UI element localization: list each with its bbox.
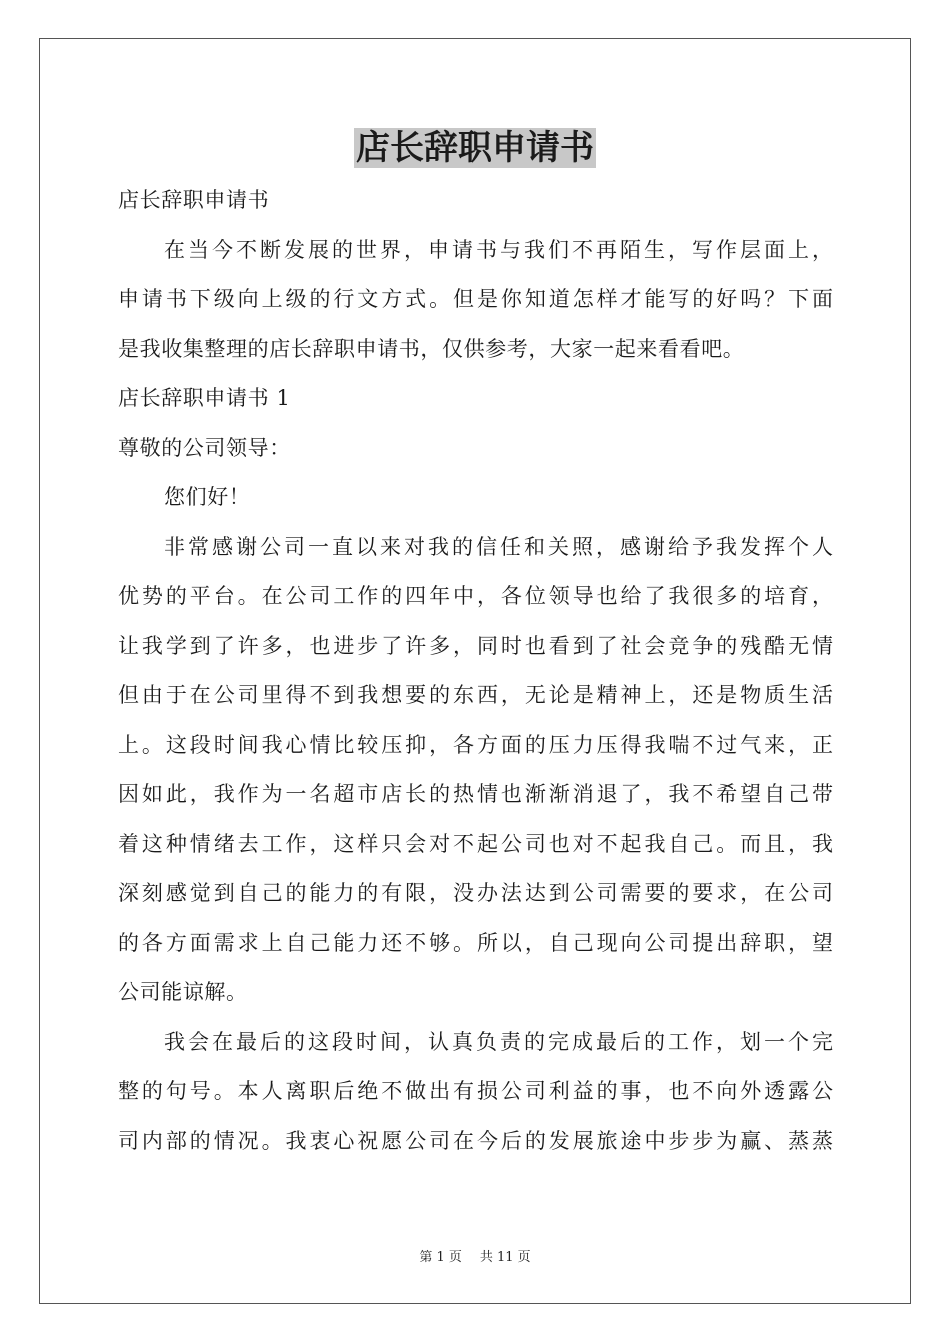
text-line: 的各方面需求上自己能力还不够。所以，自己现向公司提出辞职，望 (118, 930, 833, 955)
text-line: 尊敬的公司领导： (118, 435, 291, 460)
page-footer (0, 1246, 950, 1265)
text-line: 优势的平台。在公司工作的四年中，各位领导也给了我很多的培育， (118, 584, 833, 608)
text-line: 深刻感觉到自己的能力的有限，没办法达到公司需要的要求，在公司 (118, 881, 833, 905)
text-line: 店长辞职申请书 (118, 188, 270, 212)
text-line: 因如此，我作为一名超市店长的热情也渐渐消退了，我不希望自己带 (118, 782, 833, 806)
document-body (118, 176, 833, 1166)
document-title-text: 店长辞职申请书 (356, 128, 594, 168)
page-number: 第 1 页 (419, 1250, 462, 1265)
text-line: 是我收集整理的店长辞职申请书，仅供参考，大家一起来看看吧。 (118, 336, 745, 361)
text-line: 公司能谅解。 (118, 980, 248, 1004)
text-line: 您们好！ (164, 485, 251, 509)
page-total: 共 11 页 (479, 1250, 531, 1265)
text-line: 司内部的情况。我衷心祝愿公司在今后的发展旅途中步步为赢、蒸蒸 (118, 1128, 833, 1153)
text-line: 店长辞职申请书 1 (118, 386, 291, 410)
text-line: 整的句号。本人离职后绝不做出有损公司利益的事，也不向外透露公 (118, 1079, 833, 1103)
text-line: 非常感谢公司一直以来对我的信任和关照，感谢给予我发挥个人 (164, 534, 833, 559)
text-line: 但由于在公司里得不到我想要的东西，无论是精神上，还是物质生活 (118, 683, 833, 707)
text-line: 申请书下级向上级的行文方式。但是你知道怎样才能写的好吗？下面 (118, 287, 833, 311)
text-line: 着这种情绪去工作，这样只会对不起公司也对不起我自己。而且，我 (118, 831, 833, 856)
text-line: 在当今不断发展的世界，申请书与我们不再陌生，写作层面上， (164, 237, 833, 262)
text-line: 我会在最后的这段时间，认真负责的完成最后的工作，划一个完 (164, 1029, 833, 1054)
text-line: 让我学到了许多，也进步了许多，同时也看到了社会竞争的残酷无情 (118, 633, 833, 658)
document-title (0, 127, 950, 169)
text-line: 上。这段时间我心情比较压抑，各方面的压力压得我喘不过气来，正 (118, 732, 833, 757)
